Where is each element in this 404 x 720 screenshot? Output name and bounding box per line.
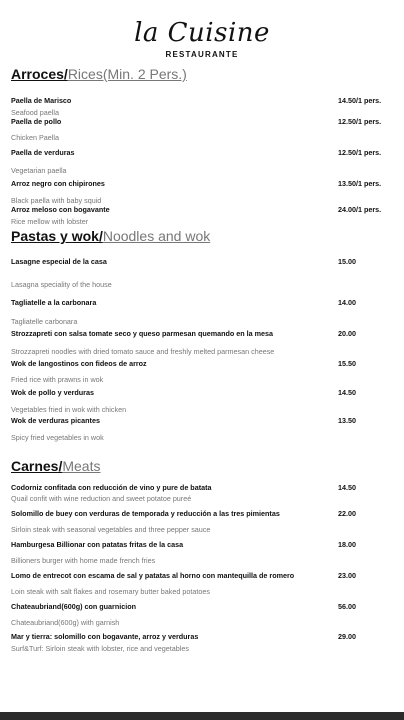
menu-item-translation: Loin steak with salt flakes and rosemary butter baked potatoes bbox=[11, 587, 210, 596]
menu-item-translation: Chateaubriand(600g) with garnish bbox=[11, 618, 120, 627]
menu-item-translation: Vegetables fried in wok with chicken bbox=[11, 405, 127, 414]
menu-item-name: Strozzapreti con salsa tomate seco y queso parmesan quemando en la mesa bbox=[11, 329, 274, 338]
menu-item-price: 15.00 bbox=[338, 257, 356, 266]
section-title bbox=[11, 458, 100, 474]
section-title-es: Arroces/ bbox=[11, 66, 68, 82]
menu-item-name: Paella de verduras bbox=[11, 148, 75, 157]
menu-item-translation: Sirloin steak with seasonal vegetables and three pepper sauce bbox=[11, 525, 211, 534]
menu-item-price: 20.00 bbox=[338, 329, 356, 338]
section-title bbox=[11, 66, 187, 82]
menu-item-price: 56.00 bbox=[338, 602, 356, 611]
menu-item-translation: Billioners burger with home made french fries bbox=[11, 556, 156, 565]
restaurant-logo bbox=[0, 18, 404, 59]
menu-item-price: 13.50 bbox=[338, 416, 356, 425]
menu-item-translation: Tagliatelle carbonara bbox=[11, 317, 78, 326]
menu-item-translation: Lasagna speciality of the house bbox=[11, 280, 112, 289]
menu-item-name: Wok de langostinos con fideos de arroz bbox=[11, 359, 147, 368]
menu-item-name: Hamburgesa Billionar con patatas fritas de la casa bbox=[11, 540, 184, 549]
menu-item-price: 14.50 bbox=[338, 483, 356, 492]
menu-item-name: Arroz meloso con bogavante bbox=[11, 205, 110, 214]
menu-item-name: Paella de Marisco bbox=[11, 96, 72, 105]
menu-item-price: 24.00/1 pers. bbox=[338, 205, 382, 214]
menu-item-name: Solomillo de buey con verduras de temporada y reducción a las tres pimientas bbox=[11, 509, 280, 518]
section-title-en: Meats bbox=[62, 458, 101, 474]
menu-item-translation: Quail confit with wine reduction and sweet potatoe pureé bbox=[11, 494, 192, 503]
menu-item-price: 29.00 bbox=[338, 632, 356, 641]
menu-item-translation: Rice mellow with lobster bbox=[11, 217, 89, 226]
menu-item-name: Lomo de entrecot con escama de sal y patatas al horno con mantequilla de romero bbox=[11, 571, 295, 580]
menu-item-translation: Vegetarian paella bbox=[11, 166, 67, 175]
menu-item-name: Lasagne especial de la casa bbox=[11, 257, 107, 266]
menu-item-name: Codorniz confitada con reducción de vino y pure de batata bbox=[11, 483, 212, 492]
menu-item-price: 14.50 bbox=[338, 388, 356, 397]
menu-item-name: Arroz negro con chipirones bbox=[11, 179, 105, 188]
logo-script: la Cuisine bbox=[134, 18, 270, 48]
section-title-en: Noodles and wok bbox=[102, 228, 211, 244]
menu-item-price: 14.00 bbox=[338, 298, 356, 307]
bottom-bar bbox=[0, 712, 404, 720]
menu-item-name: Wok de pollo y verduras bbox=[11, 388, 94, 397]
menu-item-price: 18.00 bbox=[338, 540, 356, 549]
menu-item-name: Chateaubriand(600g) con guarnicion bbox=[11, 602, 136, 611]
menu-item-name: Mar y tierra: solomillo con bogavante, arroz y verduras bbox=[11, 632, 199, 641]
menu-item-translation: Seafood paella bbox=[11, 108, 59, 117]
menu-item-translation: Spicy fried vegetables in wok bbox=[11, 433, 104, 442]
section-title-es: Pastas y wok/ bbox=[11, 228, 103, 244]
menu-item-translation: Surf&Turf: Sirloin steak with lobster, rice and vegetables bbox=[11, 644, 189, 653]
menu-item-price: 22.00 bbox=[338, 509, 356, 518]
section-title-en: Rices(Min. 2 Pers.) bbox=[67, 66, 187, 82]
menu-item-translation: Strozzapreti noodles with dried tomato sauce and freshly melted parmesan cheese bbox=[11, 347, 275, 356]
menu-item-translation: Chicken Paella bbox=[11, 133, 59, 142]
menu-item-price: 13.50/1 pers. bbox=[338, 179, 382, 188]
menu-item-name: Paella de pollo bbox=[11, 117, 62, 126]
menu-item-price: 23.00 bbox=[338, 571, 356, 580]
menu-item-translation: Black paella with baby squid bbox=[11, 196, 102, 205]
section-title bbox=[11, 228, 210, 244]
logo-subtitle: RESTAURANTE bbox=[165, 50, 239, 59]
menu-item-name: Tagliatelle a la carbonara bbox=[11, 298, 97, 307]
menu-item-price: 12.50/1 pers. bbox=[338, 148, 382, 157]
section-title-es: Carnes/ bbox=[11, 458, 63, 474]
menu-item-price: 12.50/1 pers. bbox=[338, 117, 382, 126]
menu-item-name: Wok de verduras picantes bbox=[11, 416, 100, 425]
menu-item-price: 14.50/1 pers. bbox=[338, 96, 382, 105]
menu-item-translation: Fried rice with prawns in wok bbox=[11, 375, 104, 384]
menu-item-price: 15.50 bbox=[338, 359, 356, 368]
